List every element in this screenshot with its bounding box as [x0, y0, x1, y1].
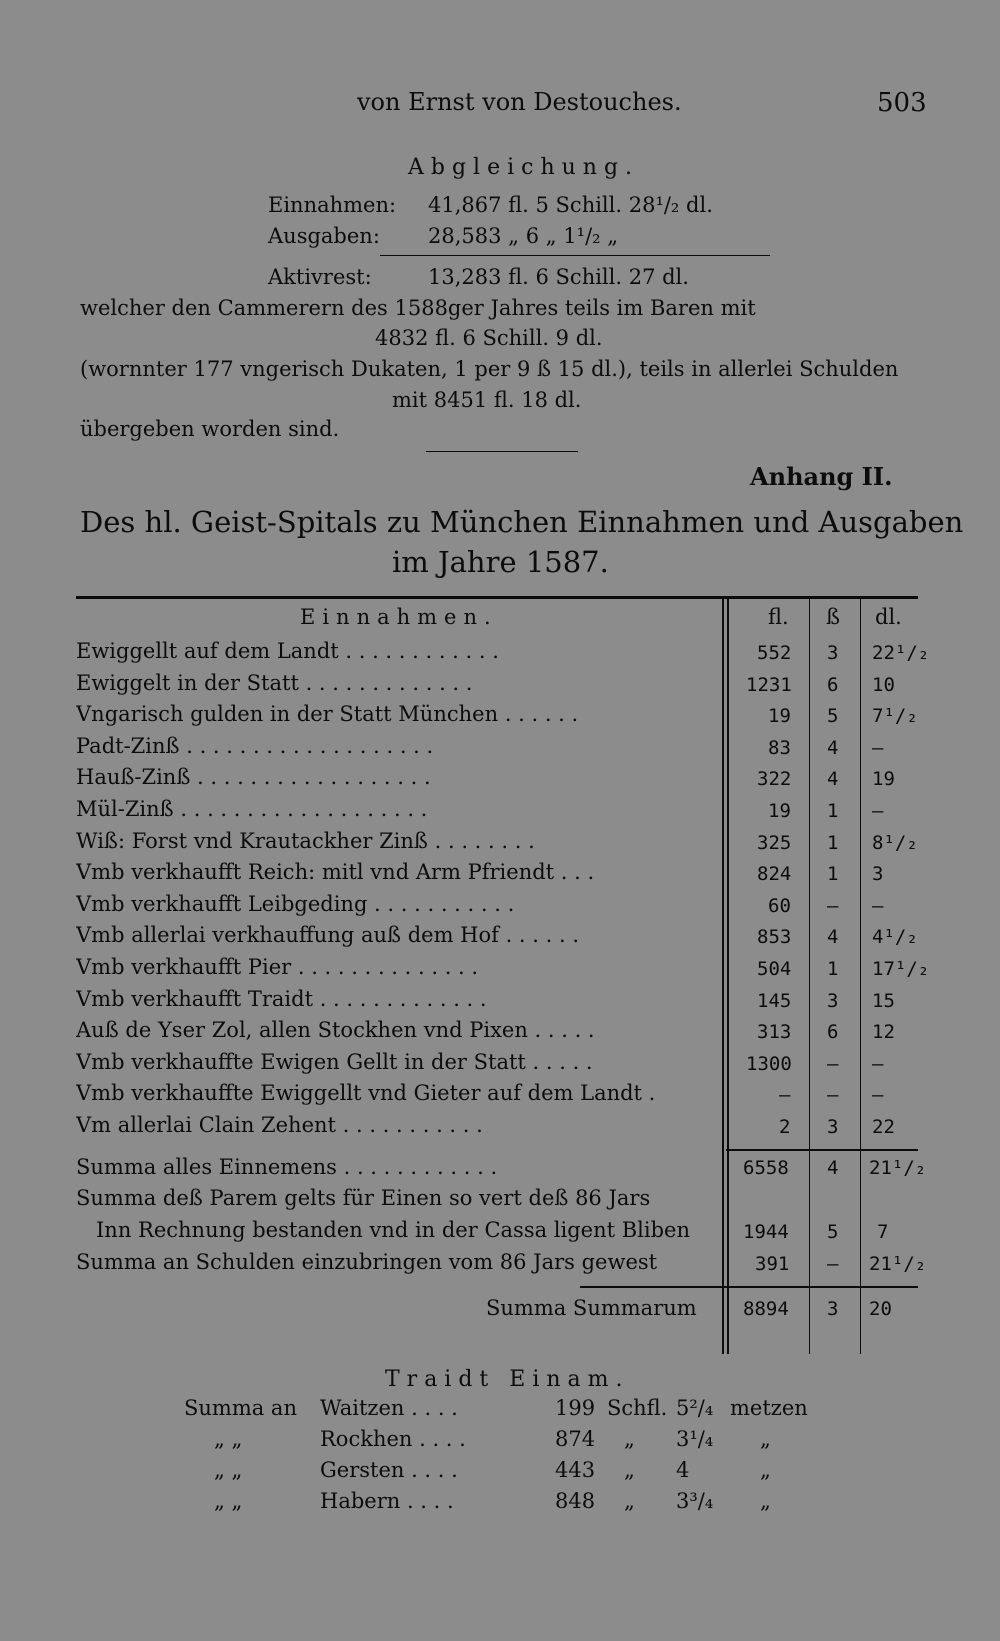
section-divider — [426, 451, 578, 452]
traidt-title: Traidt Einam. — [385, 1367, 630, 1392]
summary-s: 4 — [827, 1157, 839, 1179]
traidt-fraction: 5²/₄ — [676, 1396, 714, 1420]
table-header-fl: fl. — [768, 605, 789, 629]
table-row-label: Vmb verkhaufft Traidt . . . . . . . . . . . . . — [76, 987, 487, 1011]
table-cell-s: 1 — [827, 800, 839, 822]
traidt-grain: Gersten . . . . — [320, 1458, 458, 1482]
traidt-grain: Rockhen . . . . — [320, 1427, 466, 1451]
table-cell-dl: 7¹/₂ — [872, 705, 918, 727]
abgleichung-text-1: welcher den Cammerern des 1588ger Jahres teils im Baren mit — [80, 296, 756, 320]
summary-dl: 21¹/₂ — [869, 1157, 927, 1179]
total-fl: 8894 — [743, 1298, 789, 1320]
table-row-label: Ewiggellt auf dem Landt . . . . . . . . . . . . — [76, 639, 499, 663]
table-cell-dl: 17¹/₂ — [872, 958, 930, 980]
anhang-title-1: Des hl. Geist-Spitals zu München Einnahmen und Ausgaben — [80, 505, 964, 539]
traidt-unit: Schfl. — [607, 1396, 668, 1420]
table-header-s: ß — [826, 605, 841, 629]
table-row-label: Vmb verkhauffte Ewiggellt vnd Gieter auf dem Landt . — [76, 1081, 656, 1105]
table-row-label: Wiß: Forst vnd Krautackher Zinß . . . . . . . . — [76, 829, 535, 853]
table-row-label: Vmb verkhaufft Pier . . . . . . . . . . . . . . — [76, 955, 479, 979]
table-cell-dl: — — [872, 800, 884, 822]
table-cell-fl: 322 — [757, 768, 792, 790]
traidt-unit: „ — [624, 1458, 635, 1482]
table-cell-dl: 22¹/₂ — [872, 642, 930, 664]
table-row-label: Vmb allerlai verkhauffung auß dem Hof . . . . . . — [76, 923, 579, 947]
table-cell-s: — — [827, 1084, 839, 1106]
traidt-col-summa: „ „ — [214, 1489, 243, 1513]
table-row-label: Hauß-Zinß . . . . . . . . . . . . . . . . . . — [76, 765, 431, 789]
table-cell-dl: — — [872, 1084, 884, 1106]
table-cell-s: 1 — [827, 863, 839, 885]
table-cell-dl: 15 — [872, 990, 895, 1012]
table-cell-fl: 83 — [768, 737, 791, 759]
table-cell-s: 4 — [827, 926, 839, 948]
table-cell-fl: 552 — [757, 642, 792, 664]
table-cell-s: 1 — [827, 958, 839, 980]
total-dl: 20 — [869, 1298, 892, 1320]
traidt-qty: 443 — [555, 1458, 596, 1482]
traidt-fraction: 3³/₄ — [676, 1489, 714, 1513]
table-cell-dl: 12 — [872, 1021, 895, 1043]
table-cell-dl: — — [872, 895, 884, 917]
traidt-measure: metzen — [730, 1396, 808, 1420]
traidt-col-summa: „ „ — [214, 1458, 243, 1482]
summary-label: Summa alles Einnemens . . . . . . . . . . . . — [76, 1155, 498, 1179]
summary-label: Summa deß Parem gelts für Einen so vert deß 86 Jars — [76, 1186, 651, 1210]
abgleichung-value-einnahmen: 41,867 fl. 5 Schill. 28¹/₂ dl. — [428, 193, 713, 217]
traidt-unit: „ — [624, 1427, 635, 1451]
table-cell-fl: 19 — [768, 705, 791, 727]
traidt-qty: 874 — [555, 1427, 596, 1451]
abgleichung-title: Abgleichung. — [408, 155, 640, 180]
table-cell-fl: 1300 — [746, 1053, 792, 1075]
page-number: 503 — [877, 88, 927, 118]
table-cell-fl: 313 — [757, 1021, 792, 1043]
traidt-grain: Waitzen . . . . — [320, 1396, 458, 1420]
table-cell-dl: 19 — [872, 768, 895, 790]
table-cell-fl: 853 — [757, 926, 792, 948]
summary-s: 5 — [827, 1221, 839, 1243]
abgleichung-text-3: (wornnter 177 vngerisch Dukaten, 1 per 9 ß 15 dl.), teils in allerlei Schulden — [80, 357, 899, 381]
table-row-label: Mül-Zinß . . . . . . . . . . . . . . . . . . . — [76, 797, 428, 821]
table-row-label: Vmb verkhaufft Leibgeding . . . . . . . . . . . — [76, 892, 515, 916]
table-cell-fl: 60 — [768, 895, 791, 917]
table-row-label: Ewiggelt in der Statt . . . . . . . . . . . . . — [76, 671, 473, 695]
traidt-qty: 848 — [555, 1489, 596, 1513]
table-cell-fl: 2 — [779, 1116, 791, 1138]
table-cell-s: — — [827, 1053, 839, 1075]
anhang-title-2: im Jahre 1587. — [392, 545, 609, 579]
table-cell-fl: 145 — [757, 990, 792, 1012]
table-cell-s: 6 — [827, 674, 839, 696]
abgleichung-value-ausgaben: 28,583 „ 6 „ 1¹/₂ „ — [428, 224, 619, 248]
summary-label: Inn Rechnung bestanden vnd in der Cassa ligent Bliben — [96, 1218, 690, 1242]
table-cell-dl: 10 — [872, 674, 895, 696]
table-row-label: Vngarisch gulden in der Statt München . . . . . . — [76, 702, 579, 726]
table-header-einnahmen: Einnahmen. — [300, 605, 498, 629]
traidt-col-summa: „ „ — [214, 1427, 243, 1451]
table-cell-fl: — — [779, 1084, 791, 1106]
abgleichung-text-4: mit 8451 fl. 18 dl. — [392, 388, 582, 412]
table-cell-fl: 325 — [757, 832, 792, 854]
summary-fl: 1944 — [743, 1221, 789, 1243]
table-header-dl: dl. — [875, 605, 902, 629]
abgleichung-label-aktivrest: Aktivrest: — [268, 265, 372, 289]
table-cell-dl: 8¹/₂ — [872, 832, 918, 854]
abgleichung-text-5: übergeben worden sind. — [80, 417, 340, 441]
traidt-fraction: 4 — [676, 1458, 690, 1482]
running-title: von Ernst von Destouches. — [357, 88, 682, 116]
traidt-col-summa: Summa an — [184, 1396, 297, 1420]
table-cell-s: 5 — [827, 705, 839, 727]
table-cell-s: 3 — [827, 990, 839, 1012]
table-cell-fl: 19 — [768, 800, 791, 822]
table-cell-s: — — [827, 895, 839, 917]
table-cell-dl: — — [872, 737, 884, 759]
traidt-fraction: 3¹/₄ — [676, 1427, 714, 1451]
traidt-qty: 199 — [555, 1396, 596, 1420]
table-row-label: Vmb verkhaufft Reich: mitl vnd Arm Pfriendt . . . — [76, 860, 595, 884]
table-vline-3 — [860, 598, 861, 1354]
table-row-label: Vmb verkhauffte Ewigen Gellt in der Statt . . . . . — [76, 1050, 593, 1074]
traidt-grain: Habern . . . . — [320, 1489, 454, 1513]
summary-fl: 391 — [755, 1253, 790, 1275]
traidt-measure: „ — [760, 1458, 771, 1482]
anhang-label: Anhang II. — [750, 462, 893, 491]
table-cell-s: 4 — [827, 737, 839, 759]
table-cell-fl: 504 — [757, 958, 792, 980]
table-cell-s: 3 — [827, 1116, 839, 1138]
table-cell-dl: 3 — [872, 863, 884, 885]
total-label: Summa Summarum — [486, 1296, 697, 1320]
subtotal-rule — [726, 1149, 918, 1151]
table-vline-2 — [809, 598, 810, 1354]
summary-s: — — [827, 1253, 839, 1275]
table-cell-dl: 22 — [872, 1116, 895, 1138]
abgleichung-label-ausgaben: Ausgaben: — [268, 224, 380, 248]
table-cell-s: 1 — [827, 832, 839, 854]
table-cell-dl: 4¹/₂ — [872, 926, 918, 948]
table-row-label: Padt-Zinß . . . . . . . . . . . . . . . . . . . — [76, 734, 434, 758]
summary-label: Summa an Schulden einzubringen vom 86 Jars gewest — [76, 1250, 658, 1274]
table-cell-s: 4 — [827, 768, 839, 790]
traidt-measure: „ — [760, 1427, 771, 1451]
summary-fl: 6558 — [743, 1157, 789, 1179]
sum-rule — [380, 255, 770, 256]
table-cell-s: 3 — [827, 642, 839, 664]
total-s: 3 — [827, 1298, 839, 1320]
total-rule — [580, 1286, 918, 1288]
traidt-measure: „ — [760, 1489, 771, 1513]
table-cell-dl: — — [872, 1053, 884, 1075]
table-top-rule — [76, 596, 918, 599]
table-row-label: Auß de Yser Zol, allen Stockhen vnd Pixen . . . . . — [76, 1018, 595, 1042]
summary-dl: 7 — [877, 1221, 889, 1243]
abgleichung-label-einnahmen: Einnahmen: — [268, 193, 397, 217]
abgleichung-value-aktivrest: 13,283 fl. 6 Schill. 27 dl. — [428, 265, 689, 289]
traidt-unit: „ — [624, 1489, 635, 1513]
abgleichung-text-2: 4832 fl. 6 Schill. 9 dl. — [375, 326, 603, 350]
summary-dl: 21¹/₂ — [869, 1253, 927, 1275]
table-row-label: Vm allerlai Clain Zehent . . . . . . . . . . . — [76, 1113, 483, 1137]
table-cell-fl: 1231 — [746, 674, 792, 696]
table-cell-s: 6 — [827, 1021, 839, 1043]
table-cell-fl: 824 — [757, 863, 792, 885]
